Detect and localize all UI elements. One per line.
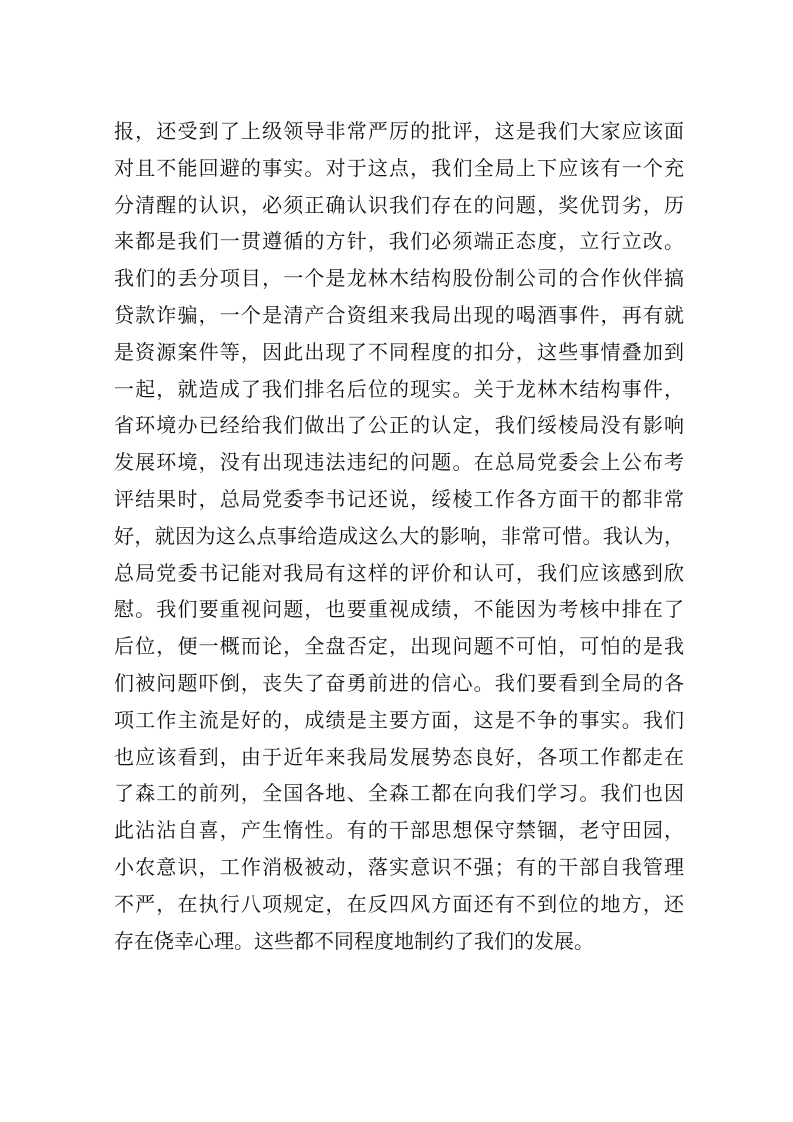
text-line: 小农意识，工作消极被动，落实意识不强；有的干部自我管理 (114, 854, 684, 879)
text-line: 评结果时，总局党委李书记还说，绥棱工作各方面干的都非常 (114, 486, 684, 511)
text-line-last: 存在侥幸心理。这些都不同程度地制约了我们的发展。 (114, 928, 594, 953)
text-line: 一起，就造成了我们排名后位的现实。关于龙林木结构事件， (114, 376, 684, 401)
text-line: 好，就因为这么点事给造成这么大的影响，非常可惜。我认为， (114, 523, 684, 548)
text-line: 报，还受到了上级领导非常严厉的批评，这是我们大家应该面 (114, 119, 684, 143)
text-line: 也应该看到，由于近年来我局发展势态良好，各项工作都走在 (114, 744, 684, 769)
text-line: 是资源案件等，因此出现了不同程度的扣分，这些事情叠加到 (114, 339, 684, 364)
text-line: 分清醒的认识，必须正确认识我们存在的问题，奖优罚劣，历 (114, 192, 684, 217)
text-line: 发展环境，没有出现违法违纪的问题。在总局党委会上公布考 (114, 450, 684, 475)
text-line: 们被问题吓倒，丧失了奋勇前进的信心。我们要看到全局的各 (114, 670, 684, 695)
text-line: 我们的丢分项目，一个是龙林木结构股份制公司的合作伙伴搞 (114, 266, 684, 291)
body-text (114, 113, 684, 959)
text-line: 项工作主流是好的，成绩是主要方面，这是不争的事实。我们 (114, 707, 684, 732)
text-line: 了森工的前列，全国各地、全森工都在向我们学习。我们也因 (114, 781, 684, 806)
text-line: 省环境办已经给我们做出了公正的认定，我们绥棱局没有影响 (114, 413, 684, 438)
text-line: 贷款诈骗，一个是清产合资组来我局出现的喝酒事件，再有就 (114, 302, 684, 327)
text-line: 不严，在执行八项规定，在反四风方面还有不到位的地方，还 (114, 891, 684, 916)
text-line: 后位，便一概而论，全盘否定，出现问题不可怕，可怕的是我 (114, 634, 684, 659)
text-line: 对且不能回避的事实。对于这点，我们全局上下应该有一个充 (114, 155, 684, 180)
text-line: 总局党委书记能对我局有这样的评价和认可，我们应该感到欣 (114, 560, 684, 585)
text-line: 来都是我们一贯遵循的方针，我们必须端正态度，立行立改。 (114, 229, 684, 254)
text-line: 慰。我们要重视问题，也要重视成绩，不能因为考核中排在了 (114, 597, 684, 622)
text-line: 此沾沾自喜，产生惰性。有的干部思想保守禁锢，老守田园， (114, 818, 684, 843)
